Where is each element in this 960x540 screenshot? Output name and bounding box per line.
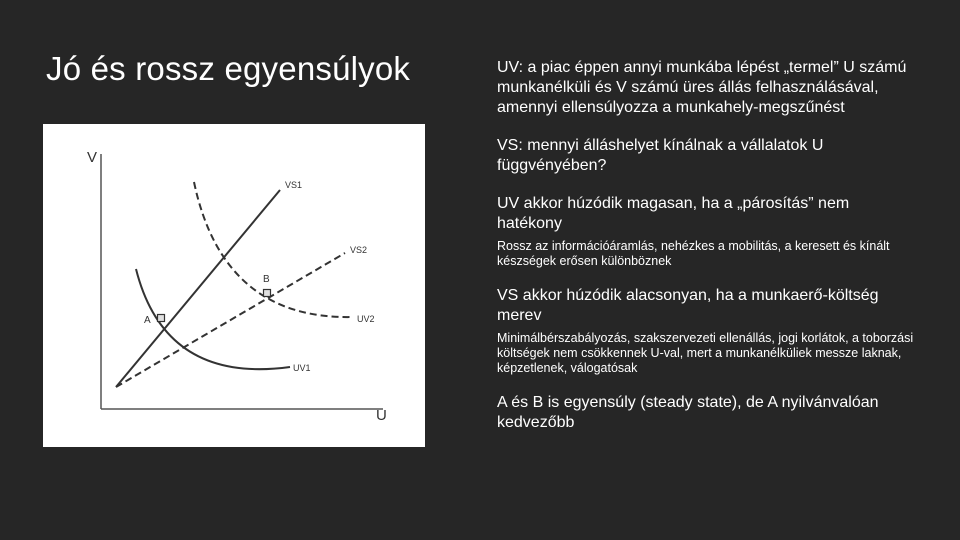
text-content xyxy=(497,58,917,433)
uv-definition: UV: a piac éppen annyi munkába lépést „termel” U számú munkanélküli és V számú üres állás felhasználásával, amennyi ellensúlyozza a munkahely-megszűnést xyxy=(497,59,907,116)
vs1-label: VS1 xyxy=(285,180,303,190)
diagram-svg xyxy=(43,124,425,447)
uv2-label: UV2 xyxy=(357,314,375,324)
slide-title: Jó és rossz egyensúlyok xyxy=(46,50,411,87)
vs-definition: VS: mennyi álláshelyet kínálnak a vállalatok U függvényében? xyxy=(497,137,824,174)
point-a-marker xyxy=(158,315,165,322)
point-a-label: A xyxy=(144,315,151,326)
y-axis-label: V xyxy=(87,149,98,166)
vs-low-detail: Minimálbérszabályozás, szakszervezeti ellenállás, jogi korlátok, a toborzási költségek nem csökkennek U-val, mert a munkanélküliek messze laknak, képzetlenek, válogatósak xyxy=(497,331,914,375)
vs-low-point: VS akkor húzódik alacsonyan, ha a munkaerő-költség merev xyxy=(497,287,879,324)
point-b-label: B xyxy=(263,274,270,285)
point-b-marker xyxy=(264,290,271,297)
vs-uv-diagram xyxy=(43,124,425,447)
uv1-label: UV1 xyxy=(293,363,311,373)
uv-high-detail: Rossz az információáramlás, nehézkes a mobilitás, a keresett és kínált készségek erősen különböznek xyxy=(497,239,890,268)
uv-high-point: UV akkor húzódik magasan, ha a „párosítás” nem hatékony xyxy=(497,195,850,232)
vs2-label: VS2 xyxy=(350,245,368,255)
conclusion: A és B is egyensúly (steady state), de A nyilvánvalóan kedvezőbb xyxy=(497,394,879,431)
vs1-line xyxy=(116,190,280,387)
uv2-curve xyxy=(194,182,353,317)
x-axis-label: U xyxy=(376,407,387,424)
